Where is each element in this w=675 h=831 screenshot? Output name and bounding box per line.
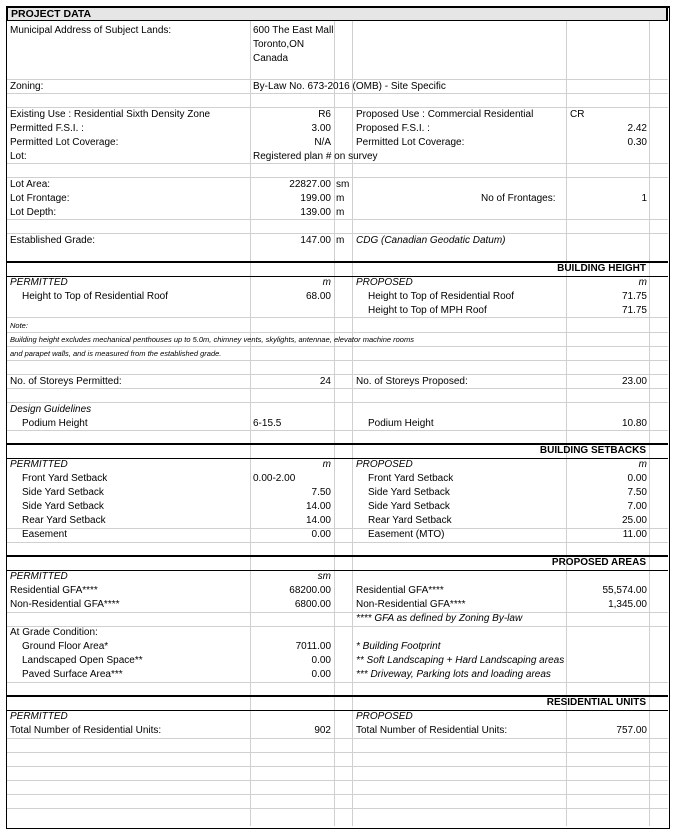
frontages-value: 1 xyxy=(641,193,647,204)
setback-row-proposed-value: 0.00 xyxy=(627,473,647,484)
grid-row-line xyxy=(7,612,668,613)
setback-row-proposed-label: Side Yard Setback xyxy=(368,487,450,498)
podium-height-label: Podium Height xyxy=(22,418,88,429)
existing-use-code: R6 xyxy=(318,109,331,120)
ground-floor-note: * Building Footprint xyxy=(356,641,441,652)
proposed-use-code: CR xyxy=(570,109,585,120)
zoning-value: By-Law No. 673-2016 (OMB) - Site Specific xyxy=(253,81,446,92)
setback-row-proposed-value: 11.00 xyxy=(622,529,647,540)
height-section-title: BUILDING HEIGHT xyxy=(557,263,646,274)
units-permitted-total-label: Total Number of Residential Units: xyxy=(10,725,162,736)
podium-height-permitted: 6-15.5 xyxy=(253,418,282,429)
setback-row-proposed-label: Front Yard Setback xyxy=(368,473,454,484)
paved-note: *** Driveway, Parking lots and loading areas xyxy=(356,669,551,680)
units-section-title: RESIDENTIAL UNITS xyxy=(546,697,646,708)
setback-row-proposed-value: 7.00 xyxy=(627,501,647,512)
grid-row-line xyxy=(7,107,668,108)
proposed-coverage-value: 0.30 xyxy=(627,137,647,148)
areas-unit: sm xyxy=(317,571,331,582)
proposed-coverage-label: Permitted Lot Coverage: xyxy=(356,137,465,148)
paved-label: Paved Surface Area*** xyxy=(22,669,123,680)
frontages-label: No of Frontages: xyxy=(481,193,556,204)
proposed-use-label: Proposed Use : Commercial Residential xyxy=(356,109,534,120)
units-proposed-total-label: Total Number of Residential Units: xyxy=(356,725,508,736)
landscaped-note: ** Soft Landscaping + Hard Landscaping areas xyxy=(356,655,565,666)
grid-row-line xyxy=(7,332,668,333)
setbacks-permitted-header: PERMITTED xyxy=(10,459,68,470)
grid-row-line xyxy=(7,360,668,361)
permitted-roof-value: 68.00 xyxy=(305,291,331,302)
grid-column-line xyxy=(649,21,650,826)
lot-area-label: Lot Area: xyxy=(10,179,51,190)
setback-row-proposed-value: 25.00 xyxy=(621,515,647,526)
grid-column-line xyxy=(352,21,353,826)
address-line-3: Canada xyxy=(253,53,289,64)
areas-section-title: PROPOSED AREAS xyxy=(551,557,646,568)
storeys-permitted-label: No. of Storeys Permitted: xyxy=(10,376,122,387)
grid-row-line xyxy=(7,346,668,347)
storeys-proposed-label: No. of Storeys Proposed: xyxy=(356,376,468,387)
grade-unit: m xyxy=(336,235,345,246)
proposed-roof-value: 71.75 xyxy=(621,291,647,302)
setback-row-value: 0.00 xyxy=(311,529,331,540)
setback-row-value: 7.50 xyxy=(311,487,331,498)
grid-row-line xyxy=(7,780,668,781)
proposed-mph-value: 71.75 xyxy=(621,305,647,316)
permitted-coverage-value: N/A xyxy=(314,137,331,148)
units-proposed-header: PROPOSED xyxy=(356,711,413,722)
height-permitted-header: PERMITTED xyxy=(10,277,68,288)
lot-depth-label: Lot Depth: xyxy=(10,207,57,218)
height-note-label: Note: xyxy=(10,321,28,330)
ground-floor-value: 7011.00 xyxy=(295,641,331,652)
setback-row-proposed-label: Easement (MTO) xyxy=(368,529,445,540)
grid-row-line xyxy=(7,317,668,318)
section-header-line xyxy=(7,710,668,711)
grid-row-line xyxy=(7,163,668,164)
address-line-2: Toronto,ON xyxy=(253,39,305,50)
res-gfa-proposed-value: 55,574.00 xyxy=(602,585,647,596)
lot-label: Lot: xyxy=(10,151,27,162)
grid-row-line xyxy=(7,79,668,80)
lot-depth-unit: m xyxy=(336,207,345,218)
setback-row-label: Front Yard Setback xyxy=(22,473,108,484)
existing-use-label: Existing Use : Residential Sixth Density Zone xyxy=(10,109,211,120)
res-gfa-proposed-label: Residential GFA**** xyxy=(356,585,444,596)
zoning-label: Zoning: xyxy=(10,81,44,92)
setback-row-value: 0.00-2.00 xyxy=(253,473,296,484)
units-permitted-header: PERMITTED xyxy=(10,711,68,722)
setback-row-label: Side Yard Setback xyxy=(22,501,104,512)
paved-value: 0.00 xyxy=(311,669,331,680)
setbacks-section-title: BUILDING SETBACKS xyxy=(539,445,646,456)
grid-row-line xyxy=(7,233,668,234)
lot-value: Registered plan # on survey xyxy=(253,151,378,162)
grid-row-line xyxy=(7,542,668,543)
podium-height-proposed-label: Podium Height xyxy=(368,418,434,429)
address-label: Municipal Address of Subject Lands: xyxy=(10,25,172,36)
height-proposed-unit: m xyxy=(638,277,647,288)
setback-row-label: Easement xyxy=(22,529,68,540)
units-permitted-total-value: 902 xyxy=(314,725,331,736)
nonres-gfa-proposed-value: 1,345.00 xyxy=(608,599,647,610)
setbacks-proposed-header: PROPOSED xyxy=(356,459,413,470)
lot-frontage-label: Lot Frontage: xyxy=(10,193,70,204)
proposed-fsi-label: Proposed F.S.I. : xyxy=(356,123,430,134)
grid-row-line xyxy=(7,402,668,403)
grid-row-line xyxy=(7,682,668,683)
grade-note: CDG (Canadian Geodatic Datum) xyxy=(356,235,506,246)
setback-row-proposed-label: Side Yard Setback xyxy=(368,501,450,512)
grid-row-line xyxy=(7,766,668,767)
podium-height-proposed: 10.80 xyxy=(621,418,647,429)
grid-row-line xyxy=(7,738,668,739)
ground-floor-label: Ground Floor Area* xyxy=(22,641,109,652)
landscaped-label: Landscaped Open Space** xyxy=(22,655,143,666)
setback-row-label: Rear Yard Setback xyxy=(22,515,106,526)
res-gfa-value: 68200.00 xyxy=(289,585,331,596)
res-gfa-label: Residential GFA**** xyxy=(10,585,98,596)
height-note-line-1: Building height excludes mechanical penthouses up to 5.0m, chimney vents, skylights, antennae, elevator machine rooms xyxy=(10,335,414,344)
lot-frontage-value: 199.00 xyxy=(300,193,331,204)
grid-row-line xyxy=(7,93,668,94)
grade-value: 147.00 xyxy=(300,235,331,246)
lot-frontage-unit: m xyxy=(336,193,345,204)
grid-row-line xyxy=(7,808,668,809)
grid-row-line xyxy=(7,374,668,375)
height-proposed-header: PROPOSED xyxy=(356,277,413,288)
grid-row-line xyxy=(7,752,668,753)
permitted-fsi-label: Permitted F.S.I. : xyxy=(10,123,84,134)
grid-row-line xyxy=(7,177,668,178)
setbacks-permitted-unit: m xyxy=(322,459,331,470)
nonres-gfa-value: 6800.00 xyxy=(294,599,331,610)
proposed-fsi-value: 2.42 xyxy=(627,123,647,134)
setback-row-value: 14.00 xyxy=(305,501,331,512)
grid-row-line xyxy=(7,794,668,795)
setback-row-proposed-label: Rear Yard Setback xyxy=(368,515,452,526)
permitted-coverage-label: Permitted Lot Coverage: xyxy=(10,137,119,148)
lot-depth-value: 139.00 xyxy=(300,207,331,218)
setback-row-proposed-value: 7.50 xyxy=(627,487,647,498)
grid-column-line xyxy=(334,21,335,826)
grade-condition-label: At Grade Condition: xyxy=(10,627,98,638)
proposed-mph-label: Height to Top of MPH Roof xyxy=(368,305,487,316)
address-line-1: 600 The East Mall xyxy=(253,25,334,36)
grade-label: Established Grade: xyxy=(10,235,96,246)
lot-area-unit: sm xyxy=(336,179,350,190)
setbacks-proposed-unit: m xyxy=(638,459,647,470)
storeys-proposed-value: 23.00 xyxy=(621,376,647,387)
height-permitted-unit: m xyxy=(322,277,331,288)
grid-row-line xyxy=(7,388,668,389)
landscaped-value: 0.00 xyxy=(311,655,331,666)
gfa-note: **** GFA as defined by Zoning By-law xyxy=(356,613,523,624)
nonres-gfa-proposed-label: Non-Residential GFA**** xyxy=(356,599,466,610)
permitted-fsi-value: 3.00 xyxy=(311,123,331,134)
nonres-gfa-label: Non-Residential GFA**** xyxy=(10,599,120,610)
setback-row-label: Side Yard Setback xyxy=(22,487,104,498)
units-proposed-total-value: 757.00 xyxy=(616,725,647,736)
setback-row-value: 14.00 xyxy=(305,515,331,526)
proposed-roof-label: Height to Top of Residential Roof xyxy=(368,291,515,302)
grid-row-line xyxy=(7,219,668,220)
storeys-permitted-value: 24 xyxy=(319,376,331,387)
sheet-title: PROJECT DATA xyxy=(6,6,668,21)
grid-row-line xyxy=(7,626,668,627)
permitted-roof-label: Height to Top of Residential Roof xyxy=(22,291,169,302)
height-note-line-2: and parapet walls, and is measured from the established grade. xyxy=(10,349,222,358)
areas-permitted-header: PERMITTED xyxy=(10,571,68,582)
section-header-line xyxy=(7,570,668,571)
design-guidelines-label: Design Guidelines xyxy=(10,404,92,415)
grid-row-line xyxy=(7,430,668,431)
lot-area-value: 22827.00 xyxy=(289,179,331,190)
